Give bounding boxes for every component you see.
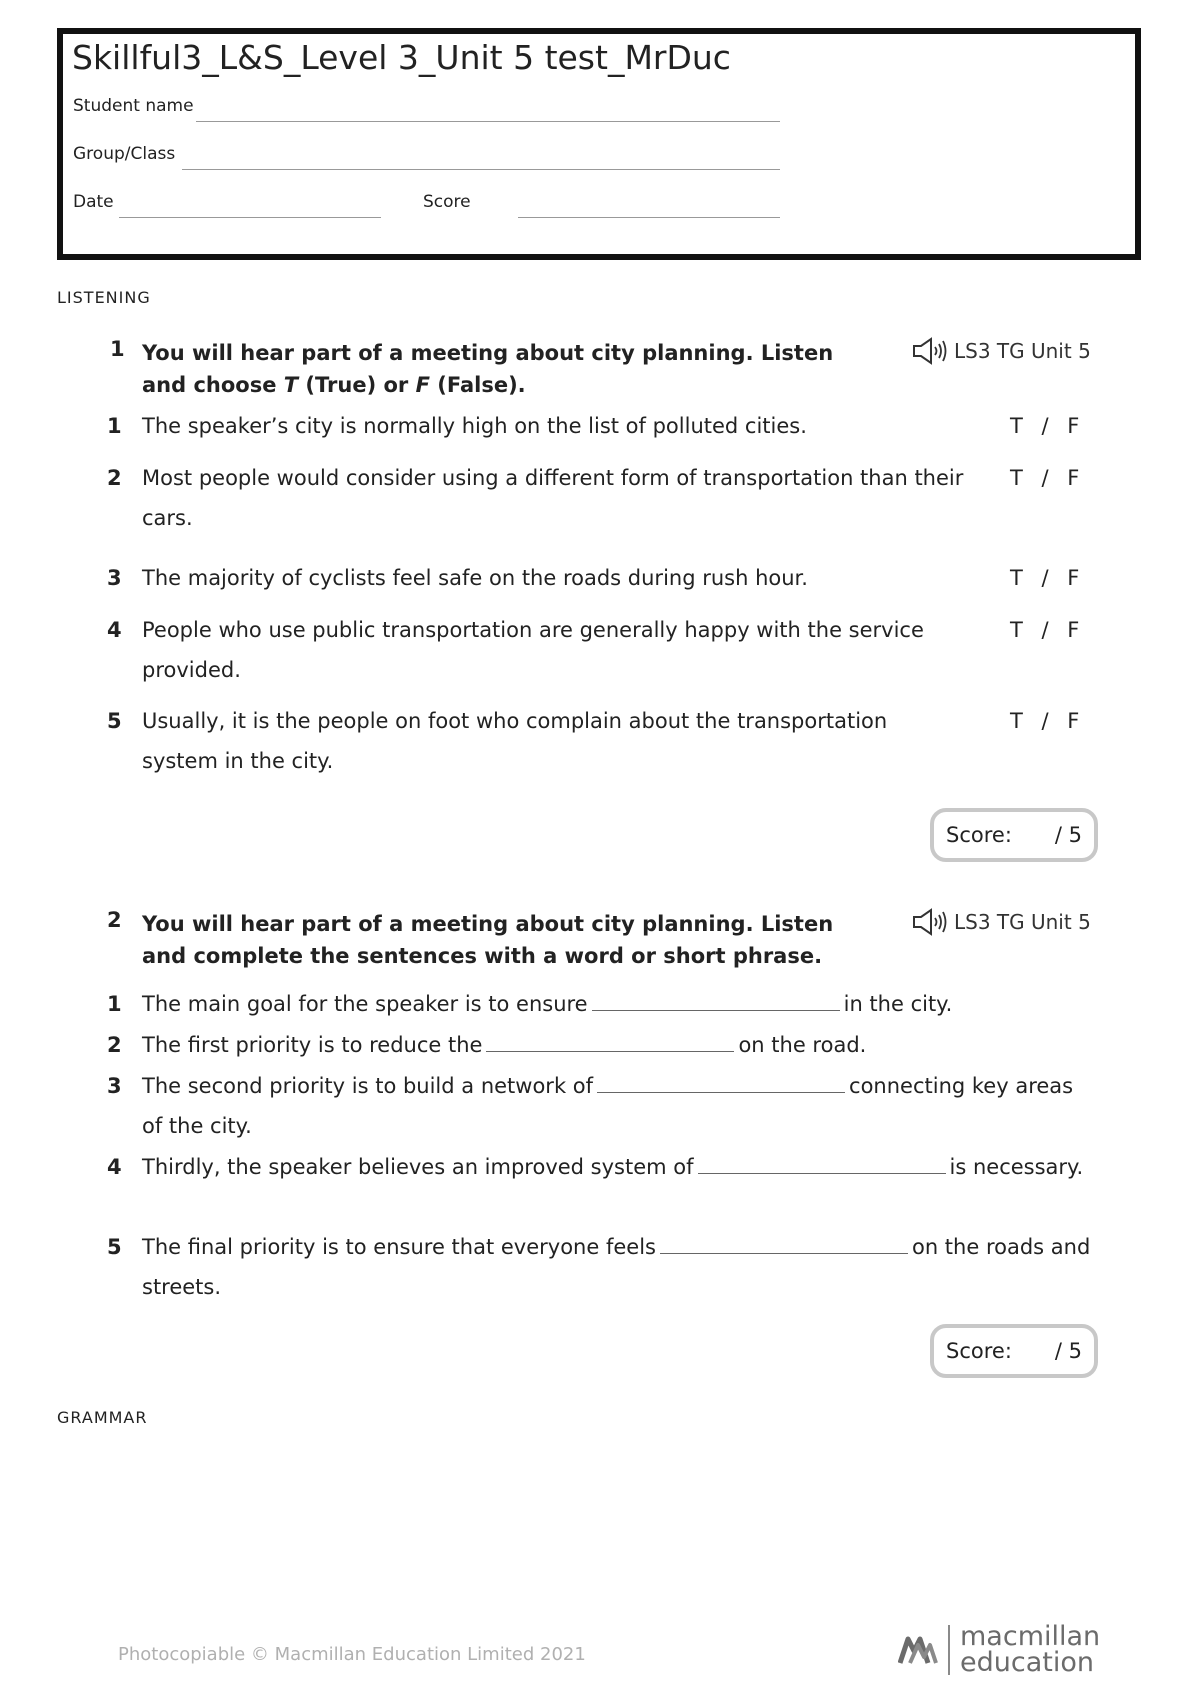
document-title: Skillful3_L&S_Level 3_Unit 5 test_MrDuc (72, 38, 731, 77)
gap-5-blank[interactable] (660, 1253, 908, 1254)
tf-question-2-number: 2 (107, 466, 122, 490)
exercise-1-score-total: / 5 (1054, 823, 1082, 847)
logo-divider (948, 1625, 950, 1675)
exercise-1-instruction: You will hear part of a meeting about city planning. Listen and choose T (True) or F (False). (142, 341, 834, 397)
exercise-1-audio[interactable] (912, 337, 1091, 365)
gap-question-2-number: 2 (107, 1033, 122, 1057)
tf-question-4-text: People who use public transportation are generally happy with the service provided. (142, 618, 924, 682)
exercise-2-audio-label: LS3 TG Unit 5 (954, 910, 1091, 934)
tf-question-1-text: The speaker’s city is normally high on the list of polluted cities. (142, 414, 807, 438)
group-class-label: Group/Class (73, 144, 176, 164)
tf-question-2-choice[interactable]: T / F (1010, 466, 1080, 490)
gap-4-blank[interactable] (698, 1173, 946, 1174)
footer-copyright: Photocopiable © Macmillan Education Limited 2021 (118, 1644, 586, 1665)
gap-3-blank[interactable] (597, 1092, 845, 1093)
listening-section-label: LISTENING (57, 288, 151, 307)
speaker-icon (912, 337, 948, 365)
score-label: Score (423, 192, 471, 212)
exercise-2-instruction: You will hear part of a meeting about city planning. Listen and complete the sentences with a word or short phrase. (142, 912, 834, 968)
exercise-1-number: 1 (110, 337, 125, 361)
logo-text: macmillan education (960, 1621, 1101, 1678)
exercise-2-score-box (930, 1324, 1098, 1378)
student-name-label: Student name (73, 96, 194, 116)
exercise-2-number: 2 (107, 908, 122, 932)
gap-question-4-text: Thirdly, the speaker believes an improved system of is necessary. (142, 1155, 1084, 1179)
exercise-2-audio[interactable] (912, 908, 1091, 936)
date-line[interactable] (119, 217, 381, 218)
tf-question-2-text: Most people would consider using a different form of transportation than their cars. (142, 466, 964, 530)
gap-question-2-text: The first priority is to reduce the on the road. (142, 1033, 867, 1057)
exercise-1-audio-label: LS3 TG Unit 5 (954, 339, 1091, 363)
exercise-1-score-label: Score: (946, 823, 1012, 847)
date-label: Date (73, 192, 114, 212)
tf-question-3-choice[interactable]: T / F (1010, 566, 1080, 590)
gap-question-3-number: 3 (107, 1074, 122, 1098)
tf-question-1-number: 1 (107, 414, 122, 438)
tf-question-5-number: 5 (107, 709, 122, 733)
exercise-2-score-total: / 5 (1054, 1339, 1082, 1363)
gap-question-5-number: 5 (107, 1235, 122, 1259)
tf-question-1-choice[interactable]: T / F (1010, 414, 1080, 438)
exercise-1-score-box (930, 808, 1098, 862)
tf-question-5-text: Usually, it is the people on foot who complain about the transportation system in the city. (142, 709, 888, 773)
macmillan-logo-icon (898, 1633, 938, 1667)
macmillan-logo (898, 1621, 1101, 1678)
gap-question-4-number: 4 (107, 1155, 122, 1179)
speaker-icon (912, 908, 948, 936)
tf-question-4-choice[interactable]: T / F (1010, 618, 1080, 642)
gap-question-3-text: The second priority is to build a network of connecting key areas of the city. (142, 1074, 1074, 1138)
gap-question-5-text: The final priority is to ensure that everyone feels on the roads and streets. (142, 1235, 1091, 1299)
gap-question-1-number: 1 (107, 992, 122, 1016)
gap-1-blank[interactable] (592, 1010, 840, 1011)
gap-2-blank[interactable] (486, 1051, 734, 1052)
tf-question-4-number: 4 (107, 618, 122, 642)
student-name-line[interactable] (196, 121, 780, 122)
tf-question-3-text: The majority of cyclists feel safe on the roads during rush hour. (142, 566, 808, 590)
grammar-section-label: GRAMMAR (57, 1408, 148, 1427)
score-line[interactable] (518, 217, 780, 218)
gap-question-1-text: The main goal for the speaker is to ensure in the city. (142, 992, 953, 1016)
exercise-2-score-label: Score: (946, 1339, 1012, 1363)
tf-question-3-number: 3 (107, 566, 122, 590)
tf-question-5-choice[interactable]: T / F (1010, 709, 1080, 733)
group-class-line[interactable] (182, 169, 780, 170)
